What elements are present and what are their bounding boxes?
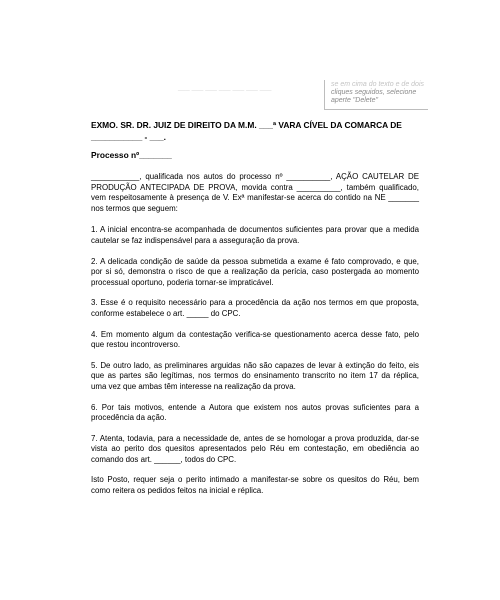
numbered-paragraph: 3. Esse é o requisito necessário para a procedência da ação nos termos em que proposta, conforme estabelece o art. _____ do CPC. [91,298,419,318]
heading-line: ___________ - ___. [91,132,166,142]
numbered-paragraph: 2. A delicada condição de saúde da pessoa submetida a exame é fato comprovado, e que, por si só, demonstra o risco de que a realização da perícia, caso postergada ao momento processual oportuno, poderia tornar-se impraticável. [91,256,419,287]
tip-line: se em cima do texto e de dois [331,81,424,88]
tip-line: cliques seguidos, selecione [331,89,417,96]
editing-tip-box [324,80,428,110]
numbered-paragraph: 7. Atenta, todavia, para a necessidade de, antes de se homologar a prova produzida, dar-se vista ao perito dos quesitos apresentados pelo Réu em contestação, em obediência ao comando dos art. ______, todos do CPC. [91,433,419,464]
closing-paragraph: Isto Posto, requer seja o perito intimado a manifestar-se sobre os quesitos do Réu, bem como reitera os pedidos feitos na inicial e réplica. [91,475,419,496]
numbered-paragraph: 1. A inicial encontra-se acompanhada de documentos suficientes para provar que a medida cautelar se faz indispensável para a asseguração da prova. [91,225,419,245]
tip-line: aperte "Delete" [331,97,378,104]
document-body [91,172,419,507]
intro-paragraph: ___________, qualificada nos autos do processo nº __________, AÇÃO CAUTELAR DE PRODUÇÃO ANTECIPADA DE PROVA, movida contra __________, também qualificado, vem respeitosamente à presença de V. Exª manifestar-se acerca do contido na NE _______ nos termos que seguem: [91,172,419,213]
numbered-paragraph: 5. De outro lado, as preliminares arguidas não são capazes de levar à extinção do feito, eis que as partes são legítimas, nos termos do ensinamento transcrito no item 17 da réplica, uma vez que ambas têm interesse na realização da prova. [91,360,419,391]
numbered-paragraph: 6. Por tais motivos, entende a Autora que existem nos autos provas suficientes para a procedência da ação. [91,402,419,423]
heading-line: EXMO. SR. DR. JUIZ DE DIREITO DA M.M. ___ª VARA CÍVEL DA COMARCA DE [91,120,402,130]
document-heading [91,119,421,143]
process-number: Processo nº_______ [91,150,172,160]
numbered-paragraph: 4. Em momento algum da contestação verifica-se questionamento acerca desse fato, pelo que restou incontroverso. [91,329,419,350]
faint-header-line: ___ ___ ___ ___ ___ ___ ___ [178,84,272,91]
